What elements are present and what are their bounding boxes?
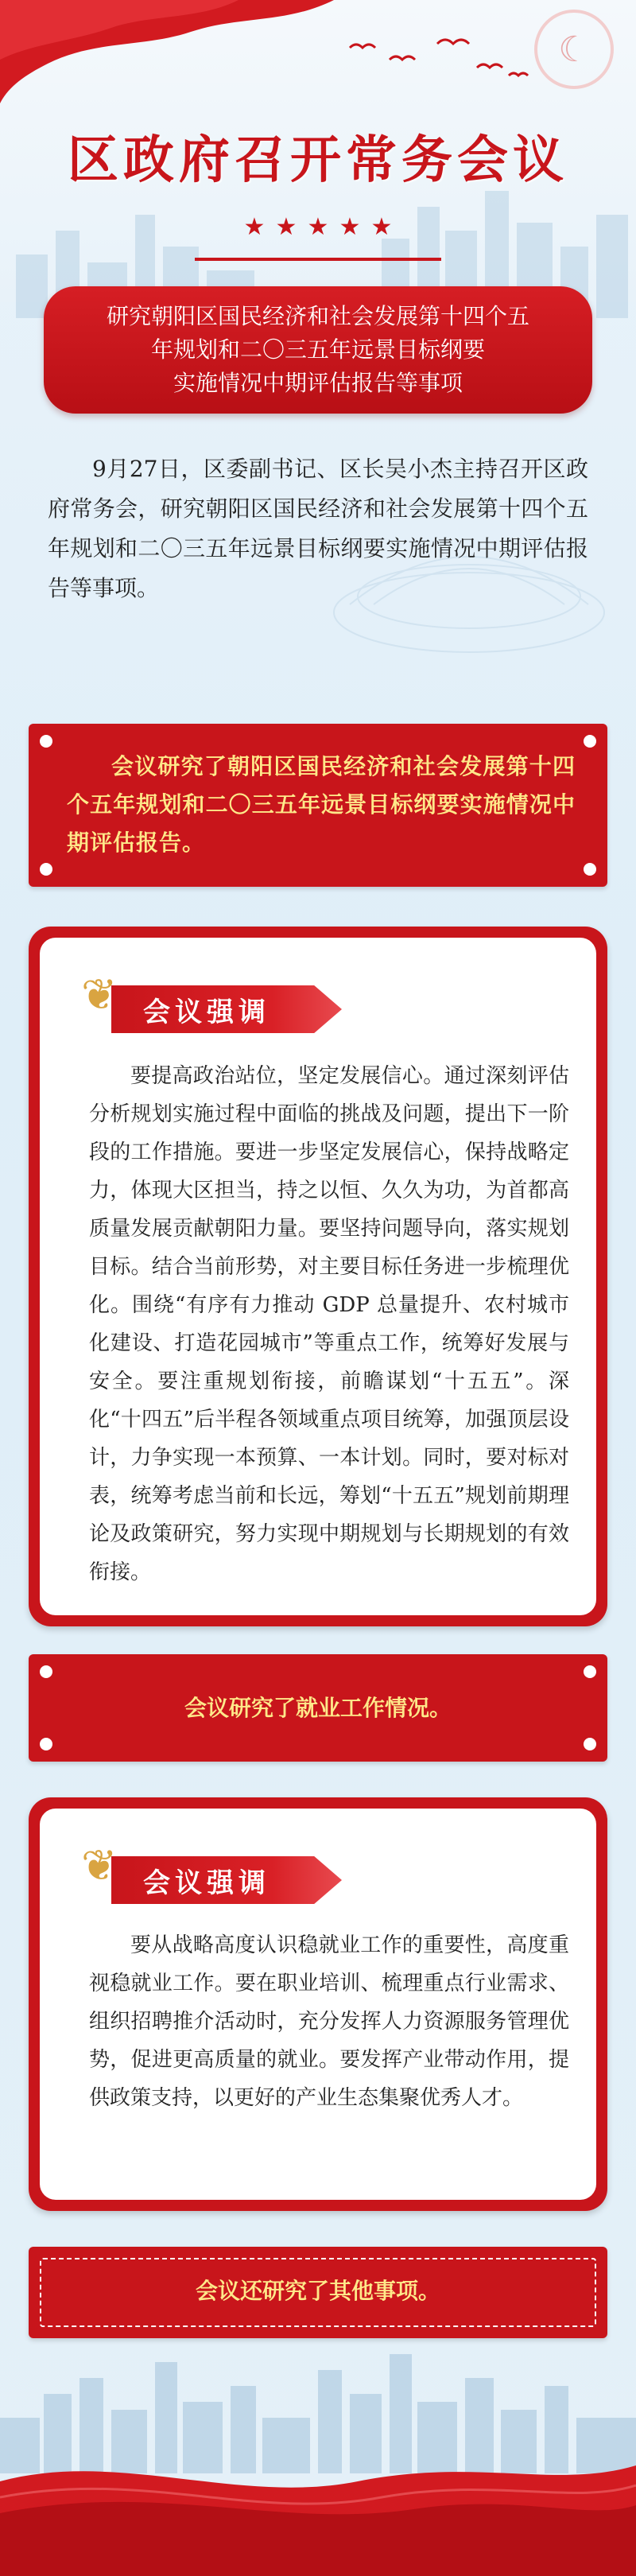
banner-dot — [40, 1665, 52, 1678]
page-title: 区政府召开常务会议 — [68, 131, 568, 190]
topic-banner-1 — [29, 724, 607, 887]
card-body: 要提高政治站位，坚定发展信心。通过深刻评估分析规划实施过程中面临的挑战及问题，提出下一阶段的工作措施。要进一步坚定发展信心，保持战略定力，体现大区担当，持之以恒、久久为功，为首都高质量发展贡献朝阳力量。要坚持问题导向，落实规划目标。结合当前形势，对主要目标任务进一步梳理优化。围绕“有序有力推动 GDP 总量提升、农村城市化建设、打造花园城市”等重点工作，统筹好发展与安全。要注重规划衔接，前瞻谋划“十五五”。深化“十四五”后半程各领域重点项目统筹，加强顶层设计，力争实现一本预算、一本计划。同时，要对标对表，统筹考虑当前和长远，筹划“十五五”规划前期理论及政策研究，努力实现中期规划与长期规划的有效衔接。 — [89, 1064, 569, 1584]
card-tag — [81, 969, 358, 1041]
tag-label: 会议强调 — [143, 997, 270, 1028]
star-icon: ★ — [243, 213, 266, 241]
card-inner — [40, 938, 596, 1615]
stars-row — [0, 213, 636, 241]
card-tag — [81, 1840, 358, 1912]
intro-paragraph: 9月27日，区委副书记、区长吴小杰主持召开区政府常务会，研究朝阳区国民经济和社会发展第十四个五年规划和二〇三五年远景目标纲要实施情况中期评估报告等事项。 — [48, 456, 588, 601]
star-icon: ★ — [307, 213, 329, 241]
banner-text: 会议研究了朝阳区国民经济和社会发展第十四个五年规划和二〇三五年远景目标纲要实施情况中期评估报告。 — [67, 753, 576, 856]
banner-dot — [584, 863, 596, 876]
emphasis-card-2 — [29, 1797, 607, 2211]
birds-decoration — [342, 32, 549, 95]
banner-dot — [584, 1738, 596, 1750]
star-icon: ★ — [370, 213, 393, 241]
topic-banner-3 — [29, 2247, 607, 2338]
banner-dot — [40, 1738, 52, 1750]
subtitle-box — [44, 286, 592, 414]
banner-text: 会议研究了就业工作情况。 — [184, 1695, 452, 1721]
topic-banner-2 — [29, 1654, 607, 1762]
red-flag-decoration — [0, 0, 334, 111]
banner-text: 会议还研究了其他事项。 — [195, 2278, 440, 2304]
wheat-icon: ❦ — [81, 969, 118, 1020]
subtitle-line: 研究朝阳区国民经济和社会发展第十四个五 — [106, 303, 529, 329]
banner-dot — [40, 863, 52, 876]
divider — [195, 258, 441, 261]
star-icon: ★ — [339, 213, 361, 241]
subtitle-line: 实施情况中期评估报告等事项 — [173, 370, 463, 396]
emblem-icon: ☾ — [534, 10, 614, 89]
banner-dot — [584, 1665, 596, 1678]
red-flag-footer — [0, 2434, 636, 2576]
wheat-icon: ❦ — [81, 1840, 118, 1890]
card-body: 要从战略高度认识稳就业工作的重要性，高度重视稳就业工作。要在职业培训、梳理重点行业需求、组织招聘推介活动时，充分发挥人力资源服务管理优势，促进更高质量的就业。要发挥产业带动作用，提供政策支持，以更好的产业生态集聚优秀人才。 — [89, 1933, 569, 2110]
star-icon: ★ — [275, 213, 297, 241]
tag-label: 会议强调 — [143, 1867, 270, 1899]
subtitle-line: 年规划和二〇三五年远景目标纲要 — [150, 336, 485, 363]
banner-dot — [584, 735, 596, 748]
banner-dot — [40, 735, 52, 748]
card-inner — [40, 1809, 596, 2200]
emphasis-card-1 — [29, 927, 607, 1626]
